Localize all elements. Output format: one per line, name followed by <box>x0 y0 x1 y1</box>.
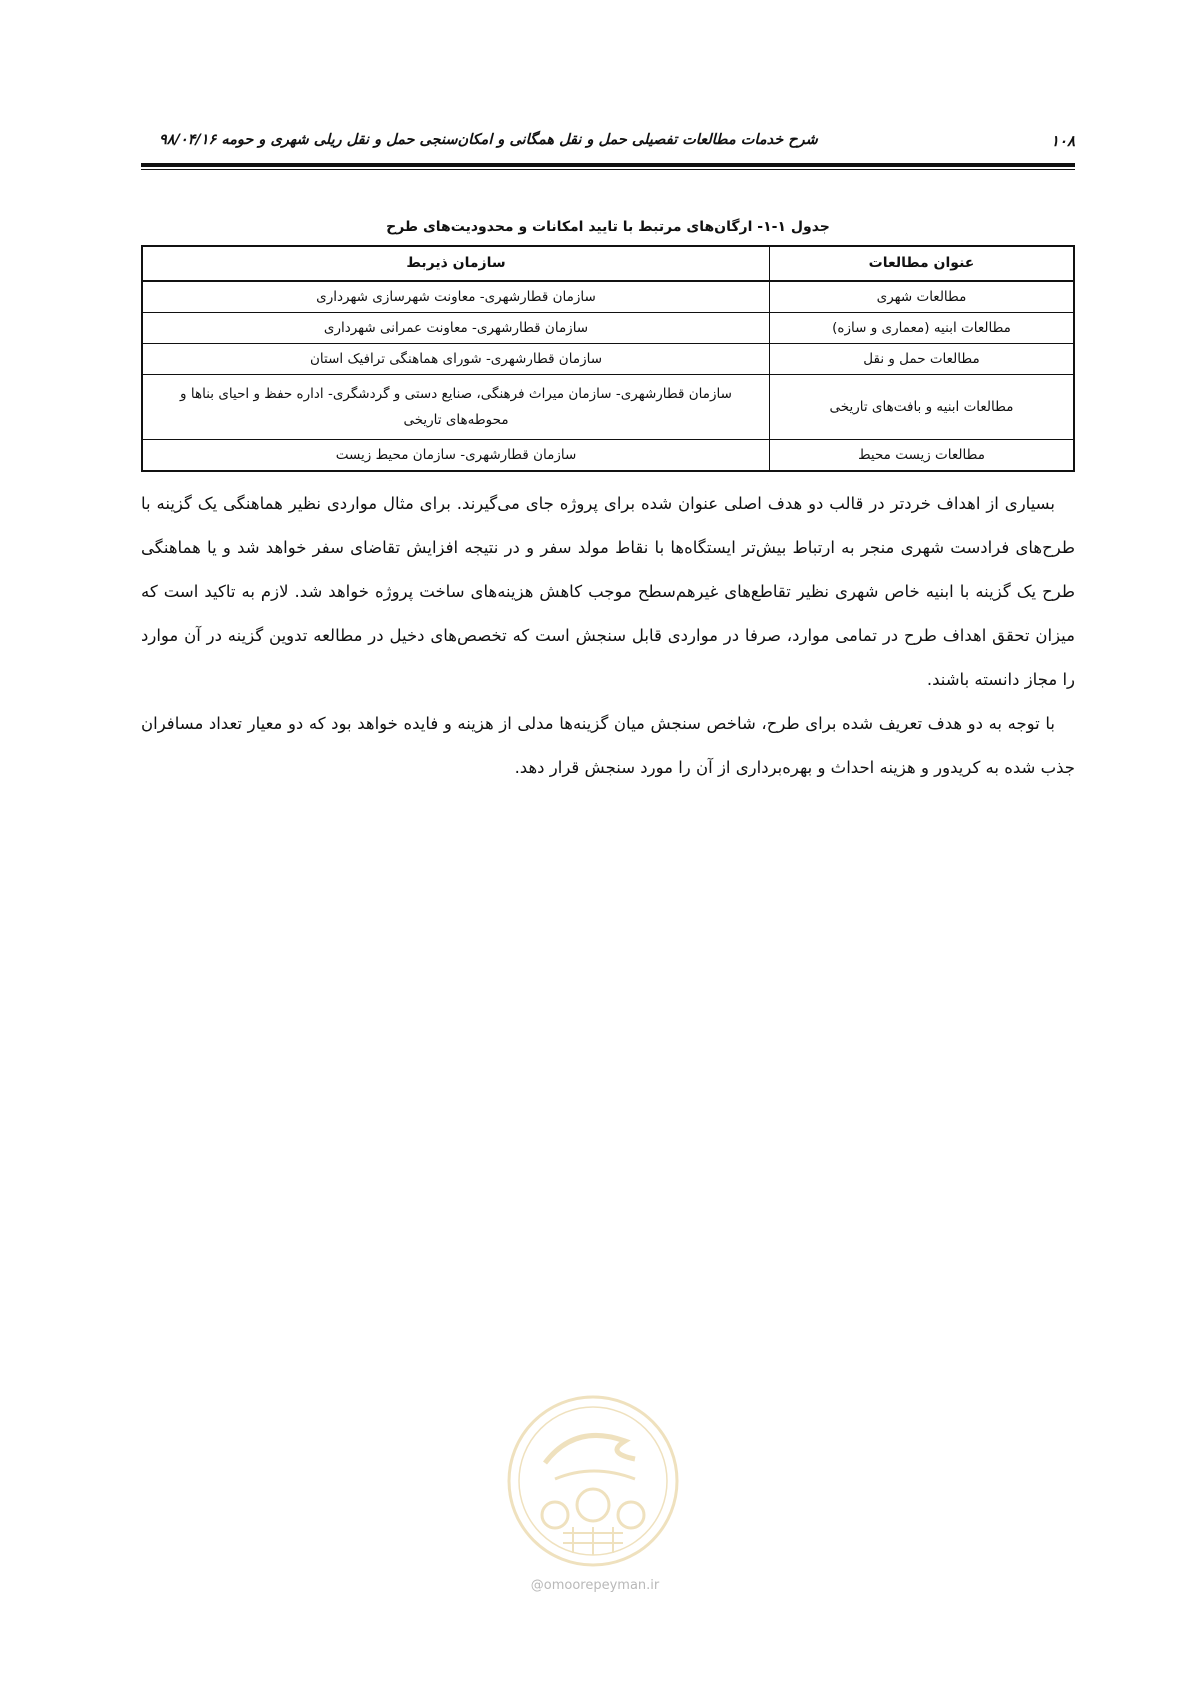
document-date: ۹۸/۰۴/۱۶ <box>159 132 217 148</box>
column-header-organization: سازمان ذیربط <box>142 246 770 281</box>
table-caption: جدول ۱-۱- ارگان‌های مرتبط با تایید امکانات و محدودیت‌های طرح <box>386 219 830 235</box>
paragraph: بسیاری از اهداف خردتر در قالب دو هدف اصلی عنوان شده برای پروژه جای می‌گیرند. برای مثال مواردی نظیر هماهنگی یک گزینه با طرح‌های فرادست شهری منجر به ارتباط بیش‌تر ایستگاه‌ها با نقاط مولد سفر و در نتیجه افزایش تقاضای سفر خواهد شد و یا هماهنگی طرح یک گزینه با ابنیه خاص شهری نظیر تقاطع‌های غیرهم‌سطح موجب کاهش هزینه‌های ساخت پروژه خواهد شد. لازم به تاکید است که میزان تحقق اهداف طرح در تمامی موارد، صرفا در مواردی قابل سنجش است که تخصص‌های دخیل در مطالعه تدوین گزینه در آن موارد را مجاز دانسته باشند. <box>141 494 1075 689</box>
table-row <box>142 281 1074 313</box>
page-number: ۱۰۸ <box>1050 132 1075 150</box>
running-title-text: شرح خدمات مطالعات تفصیلی حمل و نقل همگانی و امکان‌سنجی حمل و نقل ریلی شهری و حومه <box>221 132 818 148</box>
cell-organization: سازمان قطارشهری- سازمان میراث فرهنگی، صنایع دستی و گردشگری- اداره حفظ و احیای بناها و محوطه‌های تاریخی <box>142 375 770 440</box>
cell-study-title: مطالعات زیست محیط <box>770 440 1075 472</box>
table-header-row <box>142 246 1074 281</box>
cell-organization: سازمان قطارشهری- شورای هماهنگی ترافیک استان <box>142 344 770 375</box>
table-row <box>142 440 1074 472</box>
column-header-study-title: عنوان مطالعات <box>770 246 1075 281</box>
organizations-table <box>141 245 1075 472</box>
cell-organization: سازمان قطارشهری- سازمان محیط زیست <box>142 440 770 472</box>
cell-study-title: مطالعات ابنیه و بافت‌های تاریخی <box>770 375 1075 440</box>
table-row <box>142 313 1074 344</box>
header-rule-thick <box>141 163 1075 167</box>
cell-organization: سازمان قطارشهری- معاونت عمرانی شهرداری <box>142 313 770 344</box>
watermark-url: @omoorepeyman.ir <box>530 1578 660 1593</box>
table-row <box>142 344 1074 375</box>
running-title <box>141 132 818 148</box>
cell-study-title: مطالعات شهری <box>770 281 1075 313</box>
table <box>141 245 1075 472</box>
cell-study-title: مطالعات ابنیه (معماری و سازه) <box>770 313 1075 344</box>
paragraph: با توجه به دو هدف تعریف شده برای طرح، شاخص سنجش میان گزینه‌ها مدلی از هزینه و فایده خواهد بود که دو معیار تعداد مسافران جذب شده به کریدور و هزینه احداث و بهره‌برداری از آن را مورد سنجش قرار دهد. <box>141 714 1075 777</box>
page-header <box>141 130 1075 158</box>
body-text <box>141 482 1075 790</box>
header-rule-thin <box>141 169 1075 170</box>
cell-study-title: مطالعات حمل و نقل <box>770 344 1075 375</box>
watermark-logo-icon <box>505 1393 681 1569</box>
table-row <box>142 375 1074 440</box>
cell-organization: سازمان قطارشهری- معاونت شهرسازی شهرداری <box>142 281 770 313</box>
